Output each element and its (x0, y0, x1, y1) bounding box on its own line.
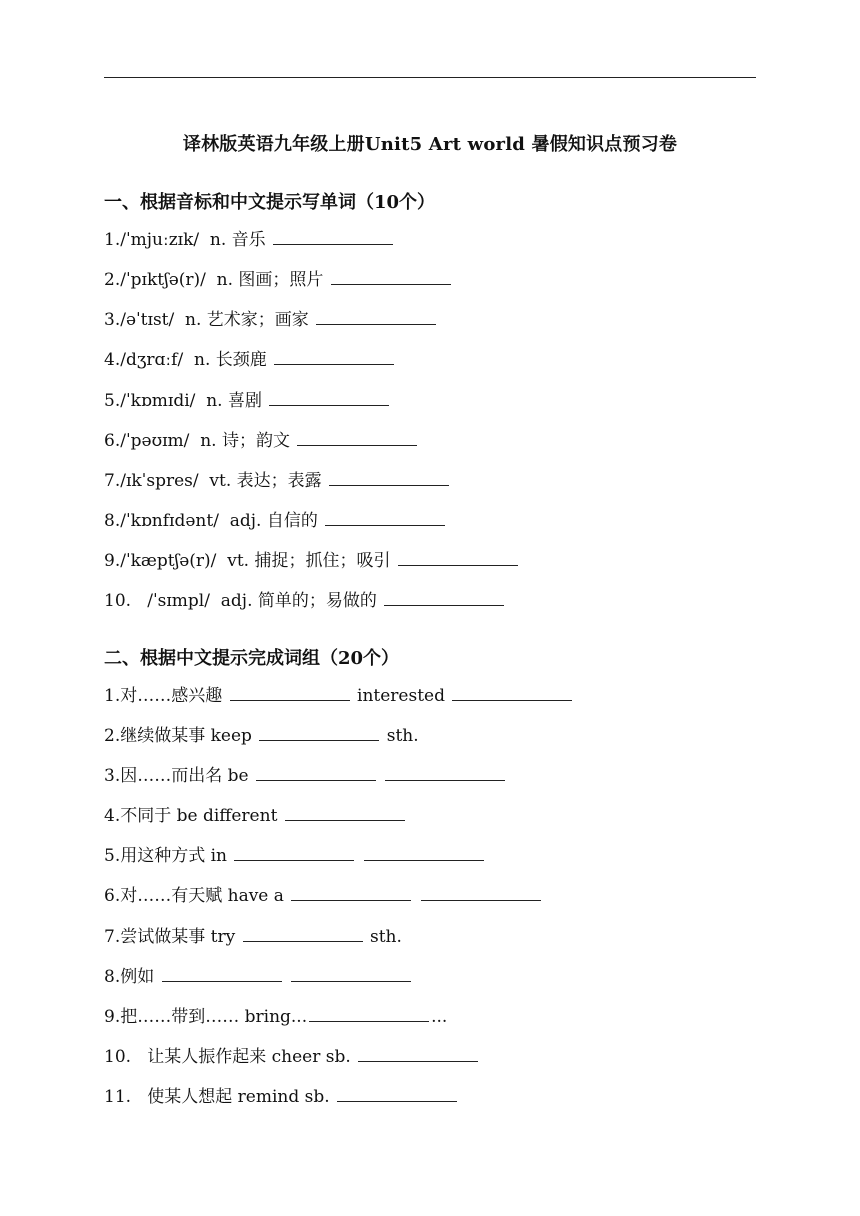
answer-blank[interactable] (273, 228, 393, 245)
answer-blank[interactable] (316, 308, 436, 325)
answer-blank[interactable] (234, 844, 354, 861)
section2-heading: 二、根据中文提示完成词组（20个） (104, 648, 400, 669)
s1-item-2: 2./ˈpɪktʃə(r)/ n. 图画；照片 (104, 268, 453, 292)
answer-blank[interactable] (230, 684, 350, 701)
answer-blank[interactable] (385, 764, 505, 781)
answer-blank[interactable] (358, 1045, 478, 1062)
s1-item-1: 1./ˈmjuːzɪk/ n. 音乐 (104, 228, 395, 252)
s1-item-3: 3./əˈtɪst/ n. 艺术家；画家 (104, 308, 438, 332)
answer-blank[interactable] (309, 1005, 429, 1022)
answer-blank[interactable] (421, 884, 541, 901)
s1-item-4: 4./dʒrɑːf/ n. 长颈鹿 (104, 348, 396, 372)
section1-heading: 一、根据音标和中文提示写单词（10个） (104, 192, 436, 213)
s2-item-7: 7.尝试做某事 try sth. (104, 927, 402, 947)
s2-item-5: 5.用这种方式 in (104, 844, 486, 868)
answer-blank[interactable] (256, 764, 376, 781)
header-rule (104, 77, 756, 78)
s2-item-8: 8.例如 (104, 965, 413, 989)
answer-blank[interactable] (162, 965, 282, 982)
s1-item-10: 10. /ˈsɪmpl/ adj. 简单的；易做的 (104, 589, 506, 613)
s1-item-7: 7./ɪkˈspres/ vt. 表达；表露 (104, 469, 451, 493)
answer-blank[interactable] (243, 925, 363, 942)
answer-blank[interactable] (325, 509, 445, 526)
s2-item-10: 10. 让某人振作起来 cheer sb. (104, 1045, 480, 1069)
s2-item-4: 4.不同于 be different (104, 804, 407, 828)
answer-blank[interactable] (398, 549, 518, 566)
answer-blank[interactable] (452, 684, 572, 701)
answer-blank[interactable] (291, 884, 411, 901)
answer-blank[interactable] (384, 589, 504, 606)
answer-blank[interactable] (297, 429, 417, 446)
s1-item-8: 8./ˈkɒnfɪdənt/ adj. 自信的 (104, 509, 447, 533)
answer-blank[interactable] (331, 268, 451, 285)
s1-item-5: 5./ˈkɒmɪdi/ n. 喜剧 (104, 389, 391, 413)
answer-blank[interactable] (285, 804, 405, 821)
s2-item-2: 2.继续做某事 keep sth. (104, 726, 419, 746)
answer-blank[interactable] (291, 965, 411, 982)
s1-item-9: 9./ˈkæptʃə(r)/ vt. 捕捉；抓住；吸引 (104, 549, 520, 573)
s2-item-9: 9.把……带到…… bring... ... (104, 1007, 448, 1027)
answer-blank[interactable] (274, 348, 394, 365)
s2-item-1: 1.对……感兴趣 interested (104, 684, 574, 708)
answer-blank[interactable] (259, 724, 379, 741)
answer-blank[interactable] (337, 1085, 457, 1102)
s2-item-3: 3.因……而出名 be (104, 764, 507, 788)
answer-blank[interactable] (364, 844, 484, 861)
answer-blank[interactable] (329, 469, 449, 486)
s2-item-6: 6.对……有天赋 have a (104, 884, 543, 908)
answer-blank[interactable] (269, 389, 389, 406)
s1-item-6: 6./ˈpəʊɪm/ n. 诗；韵文 (104, 429, 419, 453)
page-title: 译林版英语九年级上册Unit5 Art world 暑假知识点预习卷 (182, 134, 678, 155)
s2-item-11: 11. 使某人想起 remind sb. (104, 1085, 459, 1109)
